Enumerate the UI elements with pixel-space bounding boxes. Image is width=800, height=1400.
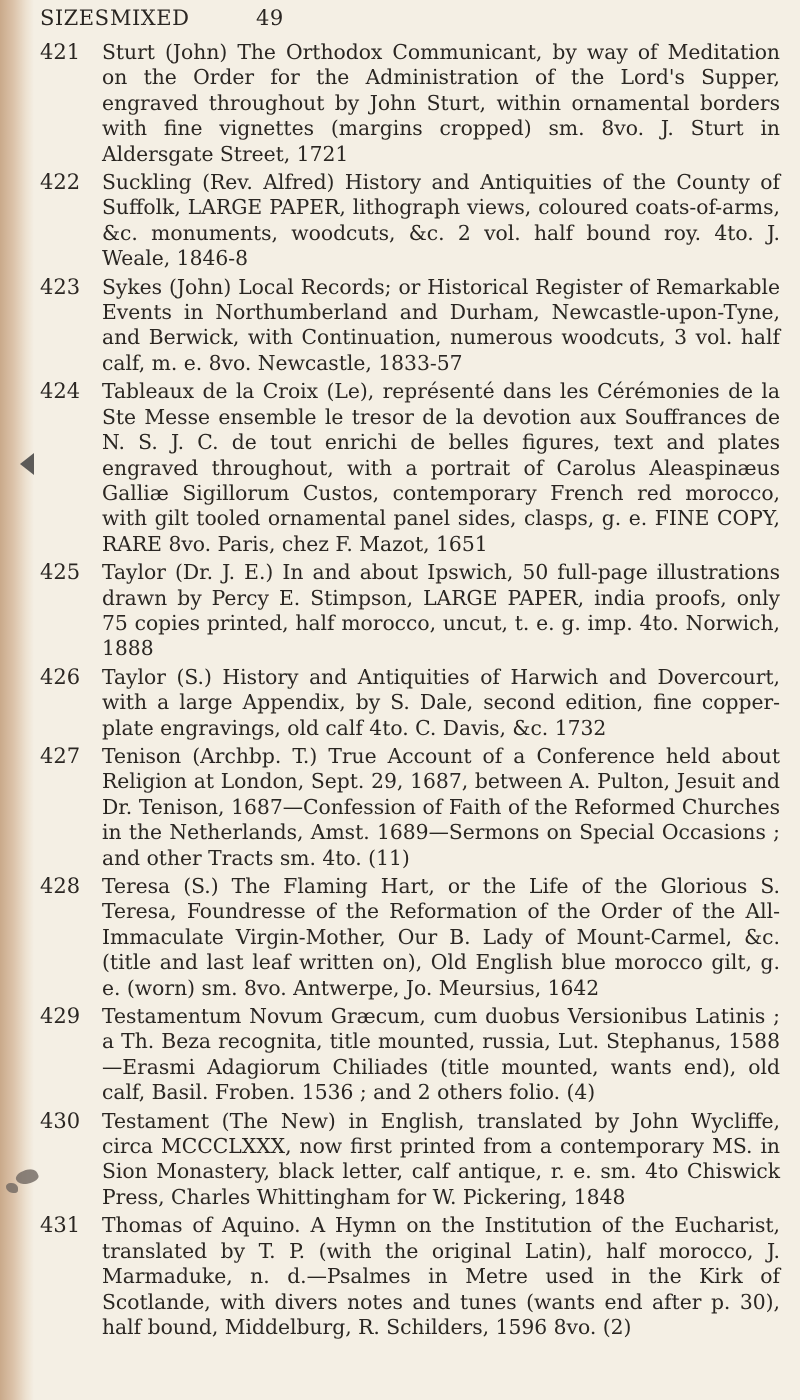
catalogue-entry	[40, 744, 780, 871]
lot-description: Taylor (Dr. J. E.) In and about Ipswich, 50 full-page illustrations drawn by Percy E. Stimpson, LARGE PAPER, india proofs, only 75 copies printed, half morocco, uncut, t. e. g. imp. 4to. Norwich, 1888	[102, 560, 780, 661]
catalogue-entry	[40, 1213, 780, 1340]
catalogue-entry	[40, 275, 780, 377]
lot-description: Taylor (S.) History and Antiquities of Harwich and Dovercourt, with a large Appendix, by S. Dale, second edition, fine copper-plate engravings, old calf 4to. C. Davis, &c. 1732	[102, 664, 780, 740]
header-mixed: MIXED	[110, 6, 190, 30]
margin-stain	[6, 1183, 18, 1193]
lot-description: Testamentum Novum Græcum, cum duobus Versionibus Latinis ; a Th. Beza recognita, title mounted, russia, Lut. Stephanus, 1588 —Erasmi Adagiorum Chiliades (title mounted, wants end), old calf, Basil. Froben. 1536 ; and 2 others folio. (4)	[102, 1004, 780, 1105]
lot-description: Suckling (Rev. Alfred) History and Antiquities of the County of Suffolk, LARGE PAPER, lithograph views, coloured coats-of-arms, &c. monuments, woodcuts, &c. 2 vol. half bound roy. 4to. J. Weale, 1846-8	[102, 170, 780, 271]
margin-arrow-icon	[20, 453, 34, 475]
lot-description: Tenison (Archbp. T.) True Account of a Conference held about Religion at London, Sept. 29, 1687, between A. Pulton, Jesuit and Dr. Tenison, 1687—Confession of Faith of the Reformed Churches in the Netherlands, Amst. 1689—Sermons on Special Occasions ; and other Tracts sm. 4to. (11)	[102, 743, 780, 870]
catalogue-entry	[40, 1004, 780, 1106]
page-number: 49	[256, 6, 284, 30]
lot-description: Teresa (S.) The Flaming Hart, or the Life of the Glorious S. Teresa, Foundresse of the Reformation of the Order of the All-Immaculate Virgin-Mother, Our B. Lady of Mount-Carmel, &c. (title and last leaf written on), Old English blue morocco gilt, g. e. (worn) sm. 8vo. Antwerpe, Jo. Meursius, 1642	[102, 874, 780, 1000]
lot-number: 422	[40, 170, 81, 195]
catalogue-entries	[40, 40, 780, 1343]
lot-number: 421	[40, 40, 81, 64]
lot-number: 424	[40, 379, 81, 404]
catalogue-entry	[40, 1109, 780, 1211]
catalogue-entry	[40, 560, 780, 662]
catalogue-entry	[40, 665, 780, 741]
lot-description: Sturt (John) The Orthodox Communicant, by way of Meditation on the Order for the Administration of the Lord's Supper, engraved throughout by John Sturt, within ornamental borders with fine vignettes (margins cropped) sm. 8vo. J. Sturt in Aldersgate Street, 1721	[102, 40, 780, 166]
catalogue-entry	[40, 379, 780, 557]
lot-number: 430	[40, 1108, 81, 1133]
lot-number: 431	[40, 1213, 81, 1238]
lot-number: 423	[40, 274, 81, 299]
lot-description: Tableaux de la Croix (Le), représenté dans les Cérémonies de la Ste Messe ensemble le tresor de la devotion aux Souffrances de N. S. J. C. de tout enrichi de belles figures, text and plates engraved throughout, with a portrait of Carolus Aleaspinæus Galliæ Sigillorum Custos, contemporary French red morocco, with gilt tooled ornamental panel sides, clasps, g. e. FINE COPY, RARE 8vo. Paris, chez F. Mazot, 1651	[102, 379, 780, 556]
lot-description: Sykes (John) Local Records; or Historical Register of Remarkable Events in Northumberland and Durham, Newcastle-upon-Tyne, and Berwick, with Continuation, numerous woodcuts, 3 vol. half calf, m. e. 8vo. Newcastle, 1833-57	[102, 274, 780, 375]
lot-number: 427	[40, 743, 81, 768]
lot-description: Thomas of Aquino. A Hymn on the Institution of the Eucharist, translated by T. P. (with the original Latin), half morocco, J. Marmaduke, n. d.—Psalmes in Metre used in the Kirk of Scotlande, with divers notes and tunes (wants end after p. 30), half bound, Middelburg, R. Schilders, 1596 8vo. (2)	[102, 1213, 780, 1339]
catalogue-entry	[40, 874, 780, 1001]
lot-number: 428	[40, 874, 81, 898]
lot-number: 426	[40, 664, 81, 689]
catalogue-entry	[40, 170, 780, 272]
header-sizes: SIZES	[40, 6, 110, 30]
lot-number: 425	[40, 560, 81, 585]
lot-number: 429	[40, 1004, 81, 1029]
catalogue-entry	[40, 40, 780, 167]
lot-description: Testament (The New) in English, translated by John Wycliffe, circa MCCCLXXX, now first printed from a contemporary MS. in Sion Monastery, black letter, calf antique, r. e. sm. 4to Chiswick Press, Charles Whittingham for W. Pickering, 1848	[102, 1108, 780, 1209]
